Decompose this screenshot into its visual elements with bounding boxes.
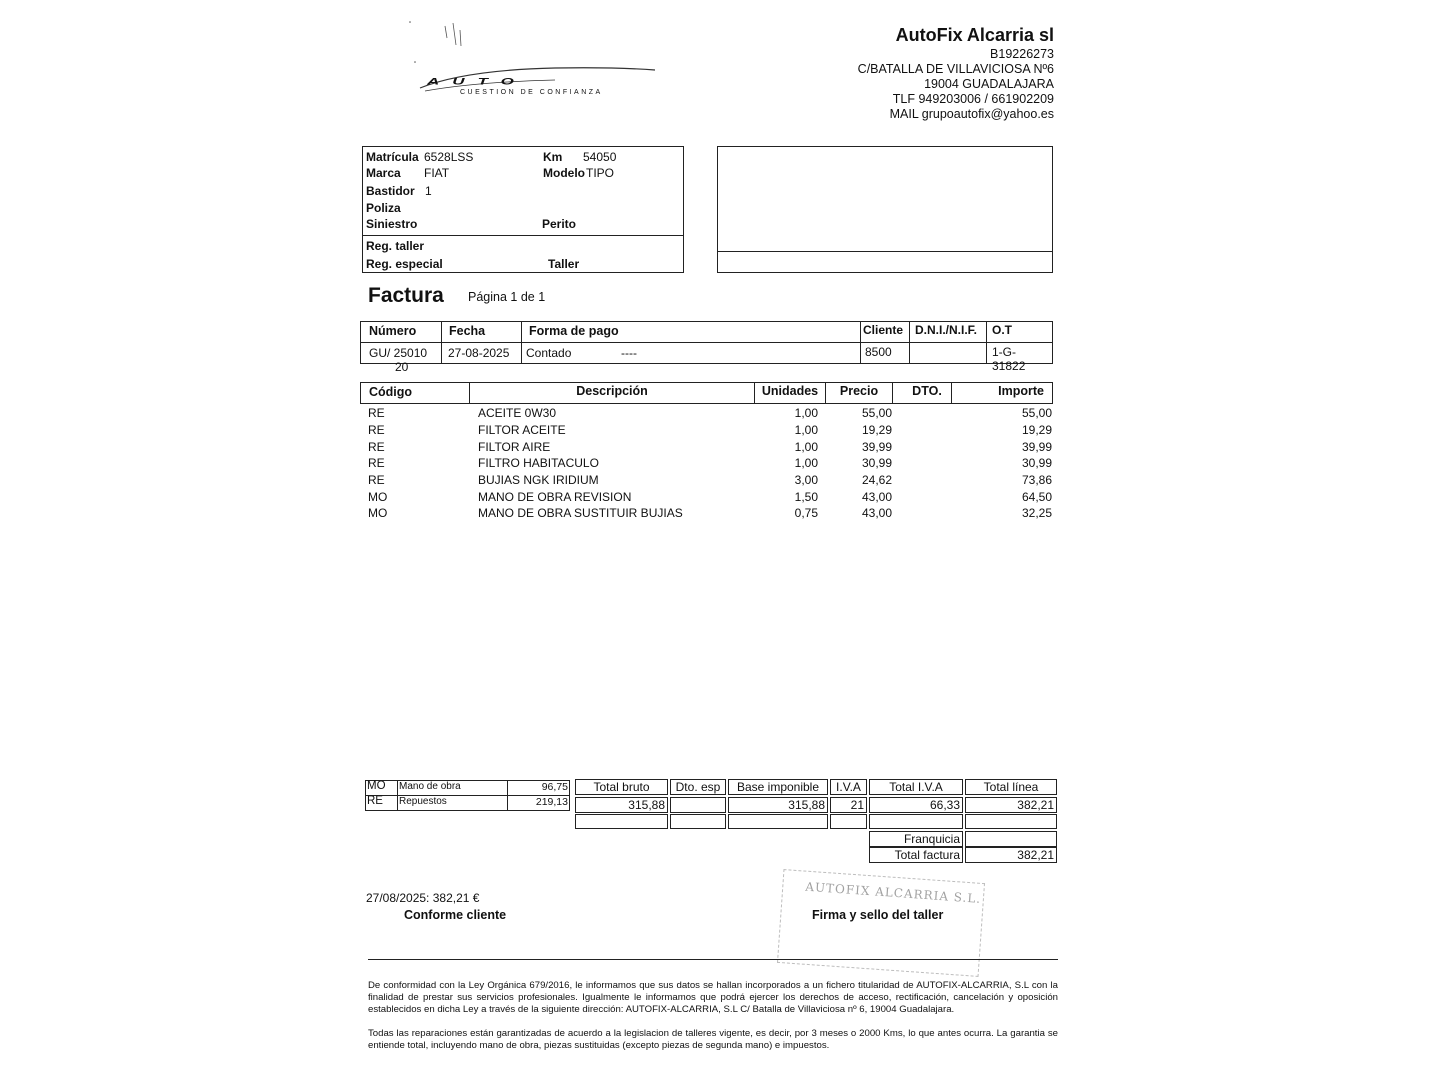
matricula-value: 6528LSS bbox=[424, 150, 474, 164]
row-descripcion: BUJIAS NGK IRIDIUM bbox=[478, 473, 599, 487]
reg-especial-label: Reg. especial bbox=[366, 257, 443, 271]
iva-value: 21 bbox=[850, 798, 864, 812]
forma-pago-value-cell bbox=[521, 342, 861, 364]
mo-label: Mano de obra bbox=[399, 781, 461, 792]
franquicia-value-cell bbox=[965, 831, 1057, 847]
row-importe: 55,00 bbox=[1021, 406, 1052, 420]
company-stamp bbox=[777, 869, 985, 977]
total-linea-label: Total línea bbox=[983, 780, 1039, 794]
company-logo bbox=[405, 18, 665, 100]
re-code: RE bbox=[367, 795, 383, 807]
company-phone: TLF 949203006 / 661902209 bbox=[892, 92, 1054, 106]
empty-cell bbox=[575, 814, 668, 829]
marca-value: FIAT bbox=[424, 166, 450, 180]
row-codigo: RE bbox=[368, 423, 385, 437]
client-box-divider bbox=[717, 251, 1053, 252]
dni-header: D.N.I./N.I.F. bbox=[915, 323, 978, 337]
fecha-value: 27-08-2025 bbox=[448, 346, 510, 360]
km-value: 54050 bbox=[583, 150, 617, 164]
row-unidades: 1,00 bbox=[794, 440, 818, 454]
importe-header: Importe bbox=[998, 384, 1044, 398]
logo-tagline: CUESTION DE CONFIANZA bbox=[460, 89, 603, 96]
company-cif: B19226273 bbox=[990, 47, 1054, 61]
row-importe: 30,99 bbox=[1021, 456, 1052, 470]
empty-cell bbox=[670, 814, 726, 829]
empty-cell bbox=[830, 814, 867, 829]
row-importe: 19,29 bbox=[1021, 423, 1052, 437]
row-descripcion: FILTOR AIRE bbox=[478, 440, 551, 454]
marca-label: Marca bbox=[366, 166, 401, 180]
row-precio: 55,00 bbox=[861, 406, 892, 420]
conforme-cliente-label: Conforme cliente bbox=[404, 908, 507, 922]
row-importe: 39,99 bbox=[1021, 440, 1052, 454]
descripcion-header: Descripción bbox=[576, 384, 648, 398]
firma-sello-label: Firma y sello del taller bbox=[812, 908, 944, 922]
forma-pago-extra: ---- bbox=[621, 346, 637, 360]
franquicia-label: Franquicia bbox=[903, 832, 960, 846]
empty-cell bbox=[965, 814, 1057, 829]
ot-header: O.T bbox=[992, 323, 1012, 337]
row-importe: 73,86 bbox=[1021, 473, 1052, 487]
total-bruto-label: Total bruto bbox=[593, 780, 650, 794]
re-value: 219,13 bbox=[535, 796, 568, 808]
ot-value-line1: 1-G- bbox=[992, 345, 1016, 359]
payment-note: 27/08/2025: 382,21 € bbox=[366, 891, 480, 905]
ot-value-line2: 31822 bbox=[992, 359, 1026, 373]
row-precio: 43,00 bbox=[861, 490, 892, 504]
row-unidades: 0,75 bbox=[794, 506, 818, 520]
row-descripcion: ACEITE 0W30 bbox=[478, 406, 557, 420]
company-address: C/BATALLA DE VILLAVICIOSA Nº6 bbox=[857, 62, 1054, 76]
total-linea-value: 382,21 bbox=[1017, 798, 1054, 812]
row-unidades: 1,50 bbox=[794, 490, 818, 504]
car-silhouette-icon bbox=[405, 18, 665, 100]
company-city: 19004 GUADALAJARA bbox=[924, 77, 1054, 91]
row-codigo: RE bbox=[368, 456, 385, 470]
precio-header: Precio bbox=[839, 384, 879, 398]
page-info: Página 1 de 1 bbox=[468, 290, 546, 304]
mo-value: 96,75 bbox=[541, 781, 568, 793]
row-unidades: 1,00 bbox=[794, 456, 818, 470]
row-precio: 43,00 bbox=[861, 506, 892, 520]
empty-cell bbox=[728, 814, 828, 829]
row-precio: 39,99 bbox=[861, 440, 892, 454]
row-codigo: RE bbox=[368, 440, 385, 454]
dto-header: DTO. bbox=[912, 384, 942, 398]
bastidor-value: 1 bbox=[425, 184, 432, 198]
row-codigo: RE bbox=[368, 406, 385, 420]
row-precio: 24,62 bbox=[861, 473, 892, 487]
total-iva-value: 66,33 bbox=[929, 798, 960, 812]
row-importe: 32,25 bbox=[1021, 506, 1052, 520]
forma-pago-header: Forma de pago bbox=[529, 324, 619, 338]
cliente-header: Cliente bbox=[863, 323, 904, 337]
legal-privacy-text: De conformidad con la Ley Orgánica 679/2016, le informamos que sus datos se hallan incorporados a un fichero titularidad de AUTOFIX-ALCARRIA, S.L con la finalidad de prestar sus servicios profesionales. Igualmente le informamos que podrá ejercer los derechos de acceso, rectificación, cancelación y oposición establecidos en dicha Ley a través de la siguiente dirección: AUTOFIX-ALCARRIA, S.L C/ Batalla de Villaviciosa nº 6, 19004 Guadalajara. bbox=[368, 980, 1058, 1015]
base-imponible-value: 315,88 bbox=[788, 798, 825, 812]
mo-code: MO bbox=[367, 780, 386, 792]
logo-text: AUTO bbox=[427, 76, 527, 87]
row-descripcion: MANO DE OBRA REVISION bbox=[478, 490, 632, 504]
row-descripcion: FILTOR ACEITE bbox=[478, 423, 566, 437]
modelo-value: TIPO bbox=[586, 166, 615, 180]
row-precio: 30,99 bbox=[861, 456, 892, 470]
invoice-title: Factura bbox=[368, 284, 444, 307]
total-factura-value: 382,21 bbox=[1017, 848, 1054, 862]
fecha-header: Fecha bbox=[449, 324, 486, 338]
signature-divider bbox=[368, 959, 1058, 960]
vehicle-box-divider bbox=[362, 235, 684, 236]
unidades-header: Unidades bbox=[761, 384, 819, 398]
reg-taller-label: Reg. taller bbox=[366, 239, 425, 253]
row-unidades: 1,00 bbox=[794, 423, 818, 437]
codigo-header: Código bbox=[369, 385, 413, 399]
iva-label: I.V.A bbox=[836, 780, 861, 794]
row-descripcion: FILTRO HABITACULO bbox=[478, 456, 599, 470]
row-codigo: MO bbox=[368, 506, 388, 520]
perito-label: Perito bbox=[542, 217, 577, 231]
legal-warranty-text: Todas las reparaciones están garantizadas de acuerdo a la legislacion de talleres vigente, es decir, por 3 meses o 2000 Kms, lo que antes ocurra. La garantia se entiende total, incluyendo mano de obra, piezas sustituidas (excepto piezas de segunda mano) e impuestos. bbox=[368, 1028, 1058, 1051]
total-factura-label: Total factura bbox=[894, 848, 960, 862]
row-codigo: RE bbox=[368, 473, 385, 487]
dto-esp-value-cell bbox=[670, 797, 726, 813]
cliente-value: 8500 bbox=[865, 345, 892, 359]
numero-value-line2: 20 bbox=[395, 360, 409, 374]
re-label: Repuestos bbox=[399, 796, 447, 807]
siniestro-label: Siniestro bbox=[366, 217, 418, 231]
dni-value-cell bbox=[909, 342, 987, 364]
row-unidades: 1,00 bbox=[794, 406, 818, 420]
taller-label: Taller bbox=[548, 257, 580, 271]
bastidor-label: Bastidor bbox=[366, 184, 415, 198]
modelo-label: Modelo bbox=[543, 166, 585, 180]
total-iva-label: Total I.V.A bbox=[889, 780, 943, 794]
row-importe: 64,50 bbox=[1021, 490, 1052, 504]
row-codigo: MO bbox=[368, 490, 388, 504]
numero-header: Número bbox=[369, 324, 417, 338]
matricula-label: Matrícula bbox=[366, 150, 419, 164]
client-info-box bbox=[717, 146, 1053, 273]
poliza-label: Poliza bbox=[366, 201, 401, 215]
row-descripcion: MANO DE OBRA SUSTITUIR BUJIAS bbox=[478, 506, 683, 520]
stamp-text: AUTOFIX ALCARRIA S.L. bbox=[804, 879, 982, 906]
forma-pago-value: Contado bbox=[526, 346, 572, 360]
row-unidades: 3,00 bbox=[794, 473, 818, 487]
dto-esp-label: Dto. esp bbox=[675, 780, 721, 794]
company-name: AutoFix Alcarria sl bbox=[895, 25, 1054, 45]
km-label: Km bbox=[543, 150, 563, 164]
empty-cell bbox=[869, 814, 963, 829]
vehicle-info-box bbox=[362, 146, 684, 273]
base-imponible-label: Base imponible bbox=[736, 780, 820, 794]
total-bruto-value: 315,88 bbox=[628, 798, 665, 812]
company-email: MAIL grupoautofix@yahoo.es bbox=[889, 107, 1054, 121]
numero-value-line1: GU/ 25010 bbox=[369, 346, 428, 360]
row-precio: 19,29 bbox=[861, 423, 892, 437]
